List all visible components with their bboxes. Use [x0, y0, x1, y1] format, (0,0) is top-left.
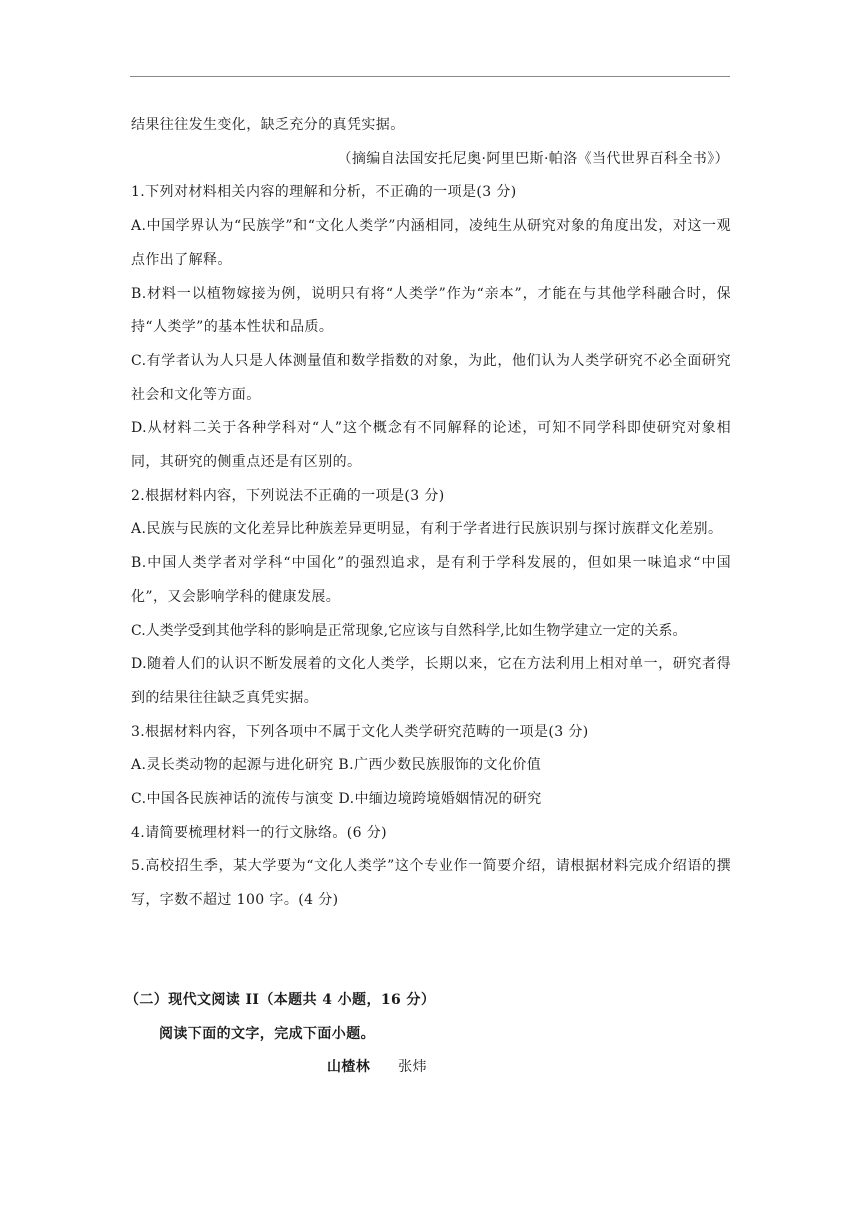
question-2-stem: 2.根据材料内容，下列说法不正确的一项是(3 分) — [131, 487, 445, 504]
header-rule — [130, 76, 730, 77]
section-2-heading: （二）现代文阅读 II（本题共 4 小题，16 分） — [125, 991, 436, 1008]
question-1-option-b: B.材料一以植物嫁接为例，说明只有将“人类学”作为“亲本”，才能在与其他学科融合时，保持“人类学”的基本性状和品质。 — [131, 285, 731, 336]
question-1-option-c: C.有学者认为人只是人体测量值和数学指数的对象，为此，他们认为人类学研究不必全面研究社会和文化等方面。 — [131, 352, 731, 403]
question-4-stem: 4.请简要梳理材料一的行文脉络。(6 分) — [131, 824, 388, 841]
question-2-option-b: B.中国人类学者对学科“中国化”的强烈追求，是有利于学科发展的，但如果一味追求“中国化”，又会影响学科的健康发展。 — [131, 555, 731, 605]
article-author: 张炜 — [398, 1059, 428, 1076]
question-1-option-d: D.从材料二关于各种学科对“人”这个概念有不同解释的论述，可知不同学科即使研究对象相同，其研究的侧重点还是有区别的。 — [131, 420, 731, 471]
question-1-stem: 1.下列对材料相关内容的理解和分析，不正确的一项是(3 分) — [131, 184, 517, 201]
question-2-option-a: A.民族与民族的文化差异比种族差异更明显，有利于学者进行民族识别与探讨族群文化差别。 — [131, 521, 723, 538]
passage-end: 结果往往发生变化，缺乏充分的真凭实据。 — [131, 117, 405, 133]
article-title-line — [131, 1051, 731, 1085]
question-2-option-c: C.人类学受到其他学科的影响是正常现象,它应该与自然科学,比如生物学建立一定的关系。 — [131, 622, 687, 639]
document-body — [125, 109, 731, 1085]
question-3-stem: 3.根据材料内容，下列各项中不属于文化人类学研究范畴的一项是(3 分) — [131, 723, 589, 740]
question-3-options-ab: A.灵长类动物的起源与进化研究 B.广西少数民族服饰的文化价值 — [131, 757, 542, 774]
source-note: （摘编自法国安托尼奥·阿里巴斯·帕洛《当代世界百科全书》） — [337, 150, 729, 167]
section-gap — [131, 918, 731, 984]
article-title: 山楂林 — [327, 1059, 371, 1076]
question-1-option-a: A.中国学界认为“民族学”和“文化人类学”内涵相同，凌纯生从研究对象的角度出发，对这一观点作出了解释。 — [131, 218, 731, 268]
section-2-instruction: 阅读下面的文字，完成下面小题。 — [159, 1025, 375, 1042]
question-3-options-cd: C.中国各民族神话的流传与演变 D.中缅边境跨境婚姻情况的研究 — [131, 791, 542, 808]
question-5-stem: 5.高校招生季，某大学要为“文化人类学”这个专业作一简要介绍，请根据材料完成介绍语的撰写，字数不超过 100 字。(4 分) — [131, 858, 731, 909]
question-2-option-d: D.随着人们的认识不断发展着的文化人类学，长期以来，它在方法利用上相对单一，研究者得到的结果往往缺乏真凭实据。 — [131, 656, 731, 706]
